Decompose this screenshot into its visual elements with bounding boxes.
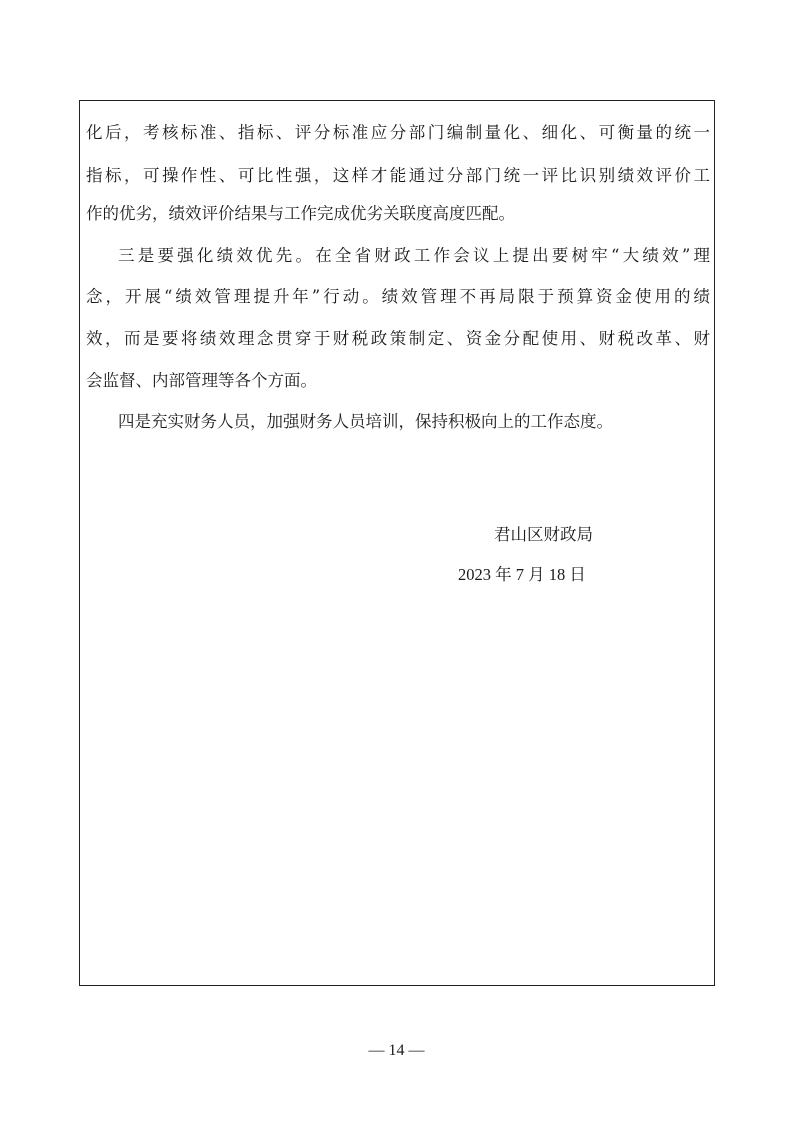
page-number: — 14 — (368, 1042, 425, 1059)
paragraph-line-1: 化后，考核标准、指标、评分标准应分部门编制量化、细化、可衡量的统一 (86, 123, 710, 142)
paragraph-line-6: 效，而是要将绩效理念贯穿于财税政策制定、资金分配使用、财税改革、财 (86, 329, 710, 348)
paragraph-line-5: 念，开展“绩效管理提升年”行动。绩效管理不再局限于预算资金使用的绩 (86, 287, 710, 306)
signature-organization: 君山区财政局 (494, 525, 593, 544)
content-frame (79, 100, 715, 986)
paragraph-line-3: 作的优劣，绩效评价结果与工作完成优劣关联度高度匹配。 (86, 204, 515, 223)
paragraph-line-7: 会监督、内部管理等各个方面。 (86, 371, 317, 390)
paragraph-line-8: 四是充实财务人员，加强财务人员培训，保持积极向上的工作态度。 (118, 412, 613, 431)
paragraph-line-4: 三是要强化绩效优先。在全省财政工作会议上提出要树牢“大绩效”理 (118, 246, 710, 265)
signature-date: 2023 年 7 月 18 日 (458, 565, 586, 584)
paragraph-line-2: 指标，可操作性、可比性强，这样才能通过分部门统一评比识别绩效评价工 (86, 166, 710, 185)
